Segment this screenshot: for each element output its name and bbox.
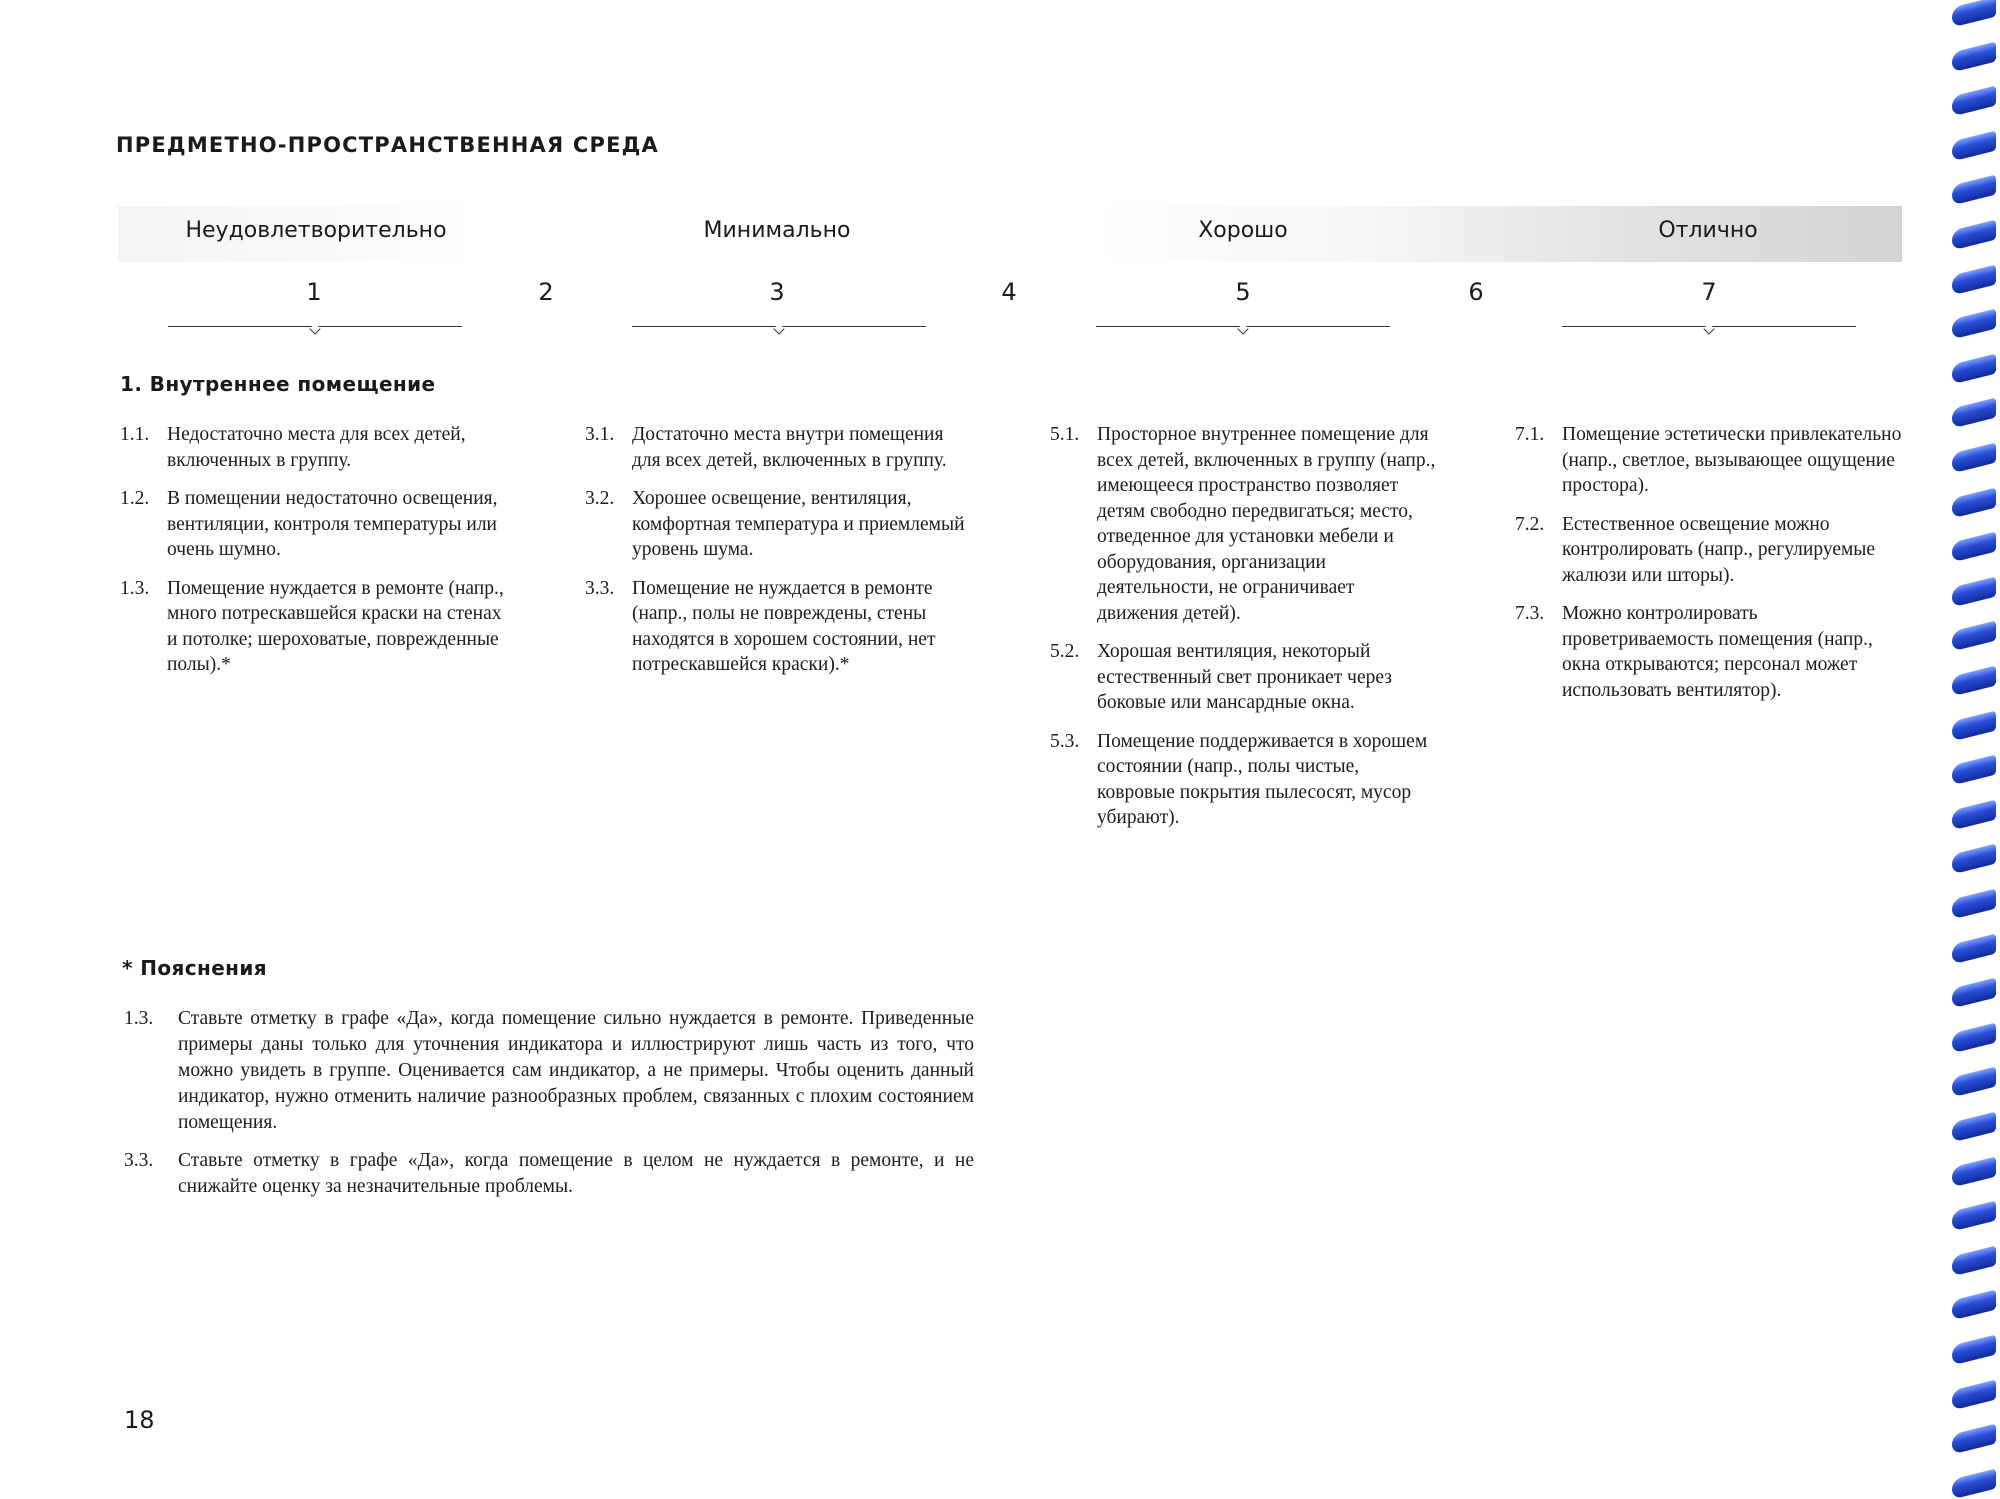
indicator-text: Помещение не нуждается в ремонте (напр., полы не повреждены, стены находятся в хорошем состоянии, нет потрескавшейся краски).*	[632, 577, 936, 675]
level-label-good: Хорошо	[1198, 218, 1288, 243]
indicator-7-2	[1515, 512, 1905, 589]
binding-ring	[1952, 1424, 1996, 1455]
binding-ring	[1952, 978, 1996, 1009]
section-title: ПРЕДМЕТНО-ПРОСТРАНСТВЕННАЯ СРЕДА	[116, 133, 659, 157]
binding-ring	[1952, 398, 1996, 429]
score-number-1: 1	[306, 278, 322, 306]
binding-ring	[1952, 1112, 1996, 1143]
indicator-number: 5.1.	[1050, 424, 1080, 445]
indicator-number: 1.1.	[120, 424, 150, 445]
column-bracket-1	[168, 326, 462, 337]
score-number-5: 5	[1235, 278, 1251, 306]
binding-ring	[1952, 1379, 1996, 1410]
binding-ring	[1952, 130, 1996, 161]
indicator-number: 3.2.	[585, 488, 615, 509]
score-number-4: 4	[1001, 278, 1017, 306]
column-bracket-5	[1096, 326, 1390, 337]
indicator-text: Помещение нуждается в ремонте (напр., много потрескавшейся краски на стенах и потолке; шероховатые, поврежденные полы).*	[167, 577, 504, 675]
score-number-6: 6	[1468, 278, 1484, 306]
page-number: 18	[124, 1406, 155, 1434]
binding-ring	[1952, 443, 1996, 474]
binding-ring	[1952, 844, 1996, 875]
indicator-text: Помещение эстетически привлекательно (напр., светлое, вызывающее ощущение простора).	[1562, 424, 1902, 496]
indicator-text: Можно контролировать проветриваемость помещения (напр., окна открываются; персонал может использовать вентилятор).	[1562, 603, 1873, 701]
column-bracket-7	[1562, 326, 1856, 337]
binding-ring	[1952, 1201, 1996, 1232]
level-label-minimal: Минимально	[703, 218, 851, 243]
binding-ring	[1952, 799, 1996, 830]
indicator-column-5	[1050, 422, 1440, 844]
notes-heading: * Пояснения	[122, 956, 268, 980]
binding-ring	[1952, 1468, 1996, 1499]
indicator-5-3	[1050, 729, 1440, 831]
binding-ring	[1952, 710, 1996, 741]
score-number-2: 2	[538, 278, 554, 306]
indicator-number: 3.3.	[585, 577, 615, 599]
indicator-5-1	[1050, 422, 1440, 626]
binding-ring	[1952, 220, 1996, 251]
binding-ring	[1952, 86, 1996, 117]
indicator-text: Помещение поддерживается в хорошем состоянии (напр., полы чистые, ковровые покрытия пылесосят, мусор убирают).	[1097, 730, 1428, 828]
indicator-number: 5.2.	[1050, 641, 1080, 662]
spiral-binding	[1948, 0, 2000, 1497]
binding-ring	[1952, 933, 1996, 964]
binding-ring	[1952, 1156, 1996, 1187]
notes-list	[124, 1006, 974, 1212]
binding-ring	[1952, 666, 1996, 697]
indicator-column-7	[1515, 422, 1905, 716]
indicator-text: Достаточно места внутри помещения для всех детей, включенных в группу.	[632, 424, 947, 471]
indicator-text: В помещении недостаточно освещения, вентиляции, контроля температуры или очень шумно.	[167, 488, 498, 560]
indicator-number: 3.1.	[585, 424, 615, 445]
note-number: 3.3.	[124, 1150, 154, 1171]
score-number-3: 3	[769, 278, 785, 306]
indicator-3-1	[585, 422, 975, 473]
indicator-1-1	[120, 422, 510, 473]
indicator-1-2	[120, 486, 510, 563]
binding-ring	[1952, 576, 1996, 607]
note-item	[124, 1148, 974, 1200]
binding-ring	[1952, 1335, 1996, 1366]
binding-ring	[1952, 889, 1996, 920]
binding-ring	[1952, 353, 1996, 384]
indicator-number: 7.2.	[1515, 513, 1545, 535]
binding-ring	[1952, 755, 1996, 786]
level-label-inadequate: Неудовлетворительно	[185, 218, 447, 243]
indicator-1-3	[120, 576, 510, 678]
indicator-text: Хорошее освещение, вентиляция, комфортная температура и приемлемый уровень шума.	[632, 488, 965, 560]
indicator-column-1	[120, 422, 510, 691]
item-heading: 1. Внутреннее помещение	[120, 372, 436, 396]
indicator-7-3	[1515, 601, 1905, 703]
binding-ring	[1952, 309, 1996, 340]
binding-ring	[1952, 532, 1996, 563]
note-item	[124, 1006, 974, 1136]
note-text: Ставьте отметку в графе «Да», когда помещение в целом не нуждается в ремонте, и не снижайте оценку за незначительные проблемы.	[178, 1150, 974, 1197]
indicator-text: Естественное освещение можно контролировать (напр., регулируемые жалюзи или шторы).	[1562, 513, 1876, 586]
indicator-number: 7.3.	[1515, 603, 1545, 624]
level-label-excellent: Отлично	[1658, 218, 1758, 243]
binding-ring	[1952, 175, 1996, 206]
indicator-text: Недостаточно места для всех детей, включенных в группу.	[167, 424, 466, 471]
binding-ring	[1952, 621, 1996, 652]
column-bracket-3	[632, 326, 926, 337]
binding-ring	[1952, 1022, 1996, 1053]
binding-ring	[1952, 41, 1996, 72]
indicator-5-2	[1050, 639, 1440, 716]
indicator-text: Просторное внутреннее помещение для всех детей, включенных в группу (напр., имеющееся пространство позволяет детям свободно передвигаться; место, отведенное для установки мебели и оборудования, организации деятельности, не ограничивает движения детей).	[1097, 424, 1436, 624]
binding-ring	[1952, 487, 1996, 518]
score-number-7: 7	[1701, 278, 1717, 306]
indicator-3-2	[585, 486, 975, 563]
note-number: 1.3.	[124, 1008, 154, 1029]
indicator-column-3	[585, 422, 975, 691]
indicator-number: 7.1.	[1515, 424, 1545, 445]
binding-ring	[1952, 1067, 1996, 1098]
indicator-text: Хорошая вентиляция, некоторый естественный свет проникает через боковые или мансардные окна.	[1097, 641, 1392, 713]
indicator-3-3	[585, 576, 975, 678]
indicator-number: 1.2.	[120, 488, 150, 509]
binding-ring	[1952, 1290, 1996, 1321]
note-text: Ставьте отметку в графе «Да», когда помещение сильно нуждается в ремонте. Приведенные примеры даны только для уточнения индикатора и иллюстрируют лишь часть из того, что можно увидеть в группе. Оценивается сам индикатор, а не примеры. Чтобы оценить данный индикатор, нужно отменить наличие разнообразных проблем, связанных с плохим состоянием помещения.	[178, 1008, 974, 1133]
binding-ring	[1952, 0, 1996, 27]
binding-ring	[1952, 1245, 1996, 1276]
indicator-number: 5.3.	[1050, 730, 1080, 752]
indicator-number: 1.3.	[120, 577, 150, 599]
indicator-7-1	[1515, 422, 1905, 499]
binding-ring	[1952, 264, 1996, 295]
